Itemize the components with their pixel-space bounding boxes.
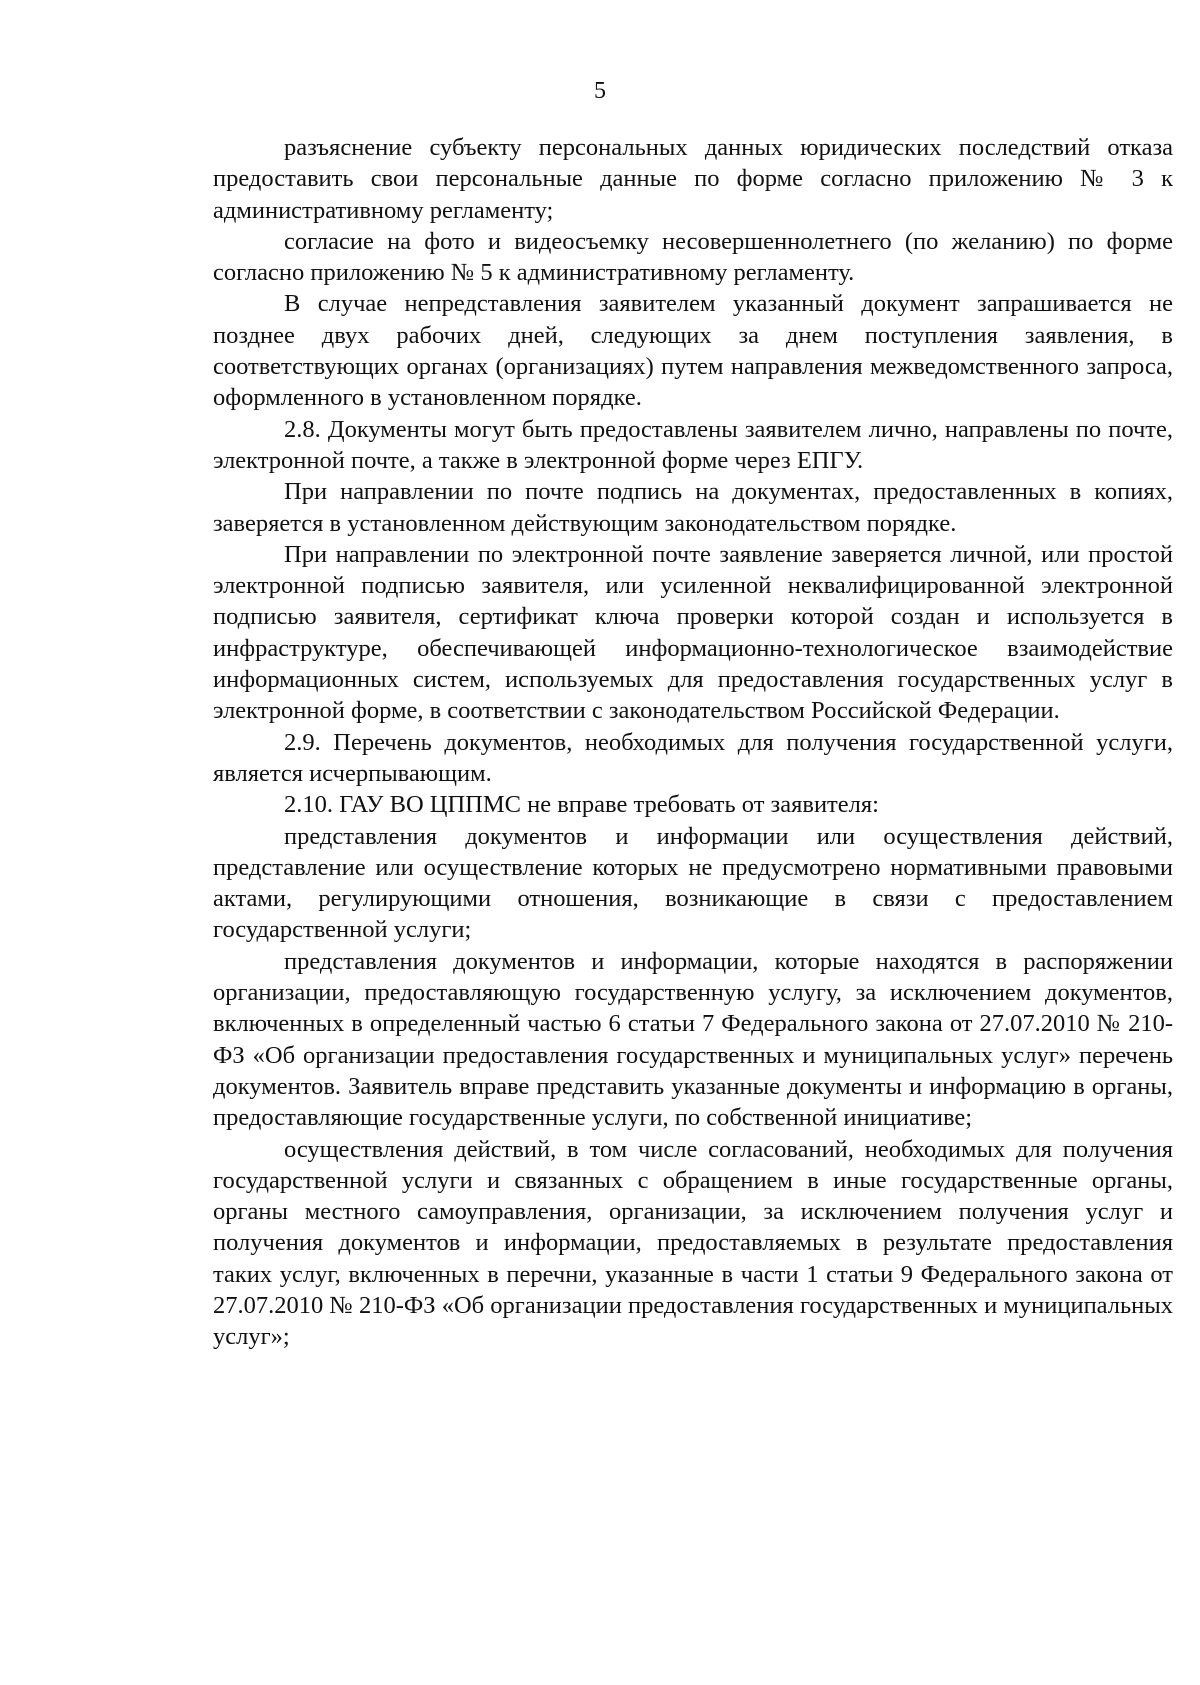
paragraph: 2.10. ГАУ ВО ЦППМС не вправе требовать от заявителя: [284,791,879,819]
paragraph: согласие на фото и видеосъемку несовершеннолетнего (по желанию) по форме согласно приложению № 5 к административному регламенту. [213,227,1173,287]
paragraph: При направлении по электронной почте заявление заверяется личной, или простой электронной подписью заявителя, или усиленной неквалифицированной электронной подписью заявителя, сертификат ключа проверки которой создан и используется в инфраструктуре, обеспечивающей информационно-технологическое взаимодействие информационных систем, используемых для предоставления государственных услуг в электронной форме, в соответствии с законодательством Российской Федерации. [213,540,1173,725]
page-number: 5 [594,78,606,104]
document-body [213,132,1173,1353]
paragraph: представления документов и информации или осуществления действий, представление или осуществление которых не предусмотрено нормативными правовыми актами, регулирующими отношения, возникающие в связи с предоставлением государственной услуги; [213,822,1173,944]
paragraph: разъяснение субъекту персональных данных юридических последствий отказа предоставить свои персональные данные по форме согласно приложению № 3 к административному регламенту; [213,134,1173,224]
paragraph: 2.9. Перечень документов, необходимых для получения государственной услуги, является исчерпывающим. [213,728,1173,787]
paragraph: представления документов и информации, которые находятся в распоряжении организации, предоставляющую государственную услугу, за исключением документов, включенных в определенный частью 6 статьи 7 Федерального закона от 27.07.2010 № 210-ФЗ «Об организации предоставления государственных и муниципальных услуг» перечень документов. Заявитель вправе представить указанные документы и информацию в органы, предоставляющие государственные услуги, по собственной инициативе; [213,947,1173,1132]
paragraph: осуществления действий, в том числе согласований, необходимых для получения государственной услуги и связанных с обращением в иные государственные органы, органы местного самоуправления, организации, за исключением получения услуг и получения документов и информации, предоставляемых в результате предоставления таких услуг, включенных в перечни, указанные в части 1 статьи 9 Федерального закона от 27.07.2010 № 210-ФЗ «Об организации предоставления государственных и муниципальных услуг»; [213,1135,1173,1351]
paragraph: При направлении по почте подпись на документах, предоставленных в копиях, заверяется в установленном действующим законодательством порядке. [213,478,1173,537]
paragraph: 2.8. Документы могут быть предоставлены заявителем лично, направлены по почте, электронной почте, а также в электронной форме через ЕПГУ. [213,415,1173,474]
paragraph: В случае непредставления заявителем указанный документ запрашивается не позднее двух рабочих дней, следующих за днем поступления заявления, в соответствующих органах (организациях) путем направления межведомственного запроса, оформленного в установленном порядке. [213,290,1173,412]
